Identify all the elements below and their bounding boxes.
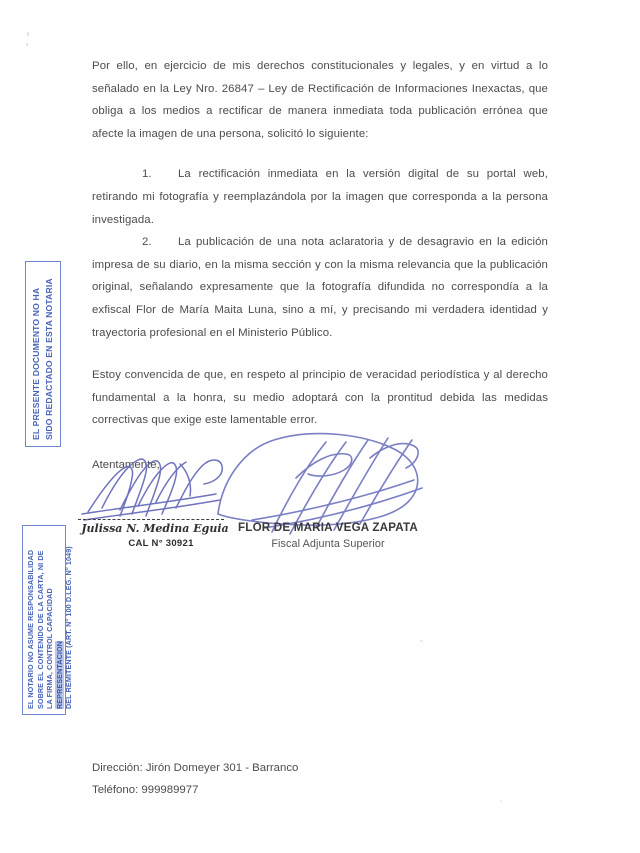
address-value: Jirón Domeyer 301 - Barranco	[145, 762, 299, 774]
stamp-line-5: DEL REMITENTE (ART. N° 100 D.LEG. N° 1049)	[64, 546, 74, 709]
phone-value: 999989977	[141, 784, 199, 796]
address-label: Dirección:	[92, 762, 143, 774]
numbered-item-2-marker: 2.	[142, 236, 152, 249]
notary-stamp-liability-disclaimer	[22, 525, 74, 715]
notary-signature-line	[78, 519, 224, 520]
stamp-line-2: SOBRE EL CONTENIDO DE LA CARTA, NI DE	[35, 550, 45, 709]
scan-artifact	[27, 32, 29, 36]
closing-paragraph: Estoy convencida de que, en respeto al principio de veracidad periodística y al derecho fundamental a la honra, su medio adoptará con la prontitud debida las medidas correctivas que exige este lamentable error.	[92, 369, 548, 427]
scan-artifact	[420, 640, 423, 642]
notary-registration: CAL N° 30921	[128, 538, 194, 549]
numbered-item-1-marker: 1.	[142, 168, 152, 181]
footer-phone-row	[92, 779, 298, 801]
valediction: Atentamente,	[92, 458, 160, 471]
notary-stamp-not-drafted-here: EL PRESENTE DOCUMENTO NO HA SIDO REDACTADO EN ESTA NOTARIA	[25, 261, 61, 447]
stamp-line-1: EL NOTARIO NO ASUME RESPONSABILIDAD	[26, 549, 35, 709]
numbered-item-2-text: La publicación de una nota aclaratoria y de desagravio en la edición impresa de su diario, en la misma sección y con la misma relevancia que la publicación original, señalando expresamente que la fotografía difundida no correspondía a la exfiscal Flor de María Maita Luna, sino a mí, y precisando mi verdadera identidad y trayectoria profesional en el Ministerio Público.	[92, 236, 548, 339]
notary-name: Julissa N. Medina Eguia	[81, 522, 229, 535]
footer-contact-info	[92, 757, 298, 801]
footer-address-row	[92, 757, 298, 779]
signer-title: Fiscal Adjunta Superior	[271, 538, 385, 550]
signer-name: FLOR DE MARIA VEGA ZAPATA	[238, 521, 418, 534]
numbered-item-1	[92, 163, 548, 231]
numbered-item-1-text: La rectificación inmediata en la versión digital de su portal web, retirando mi fotografía y reemplazándola por la imagen que corresponda a la persona investigada.	[92, 168, 548, 226]
stamp-highlight: REPRESENTACION	[54, 641, 64, 709]
phone-label: Teléfono:	[92, 784, 139, 796]
scan-artifact	[26, 43, 28, 46]
intro-paragraph: Por ello, en ejercicio de mis derechos constitucionales y legales, y en virtud a lo señalado en la Ley Nro. 26847 – Ley de Rectificación de Informaciones Inexactas, que obliga a los medios a rectificar de manera inmediata toda publicación errónea que afecte la imagen de una persona, solicitó lo siguiente:	[92, 60, 548, 140]
stamp-line-3: LA FIRMA, CONTROL CAPACIDAD REPRESENTACION	[45, 588, 64, 709]
document-body	[92, 55, 548, 477]
scan-artifact	[500, 800, 502, 802]
numbered-item-2	[92, 231, 548, 344]
